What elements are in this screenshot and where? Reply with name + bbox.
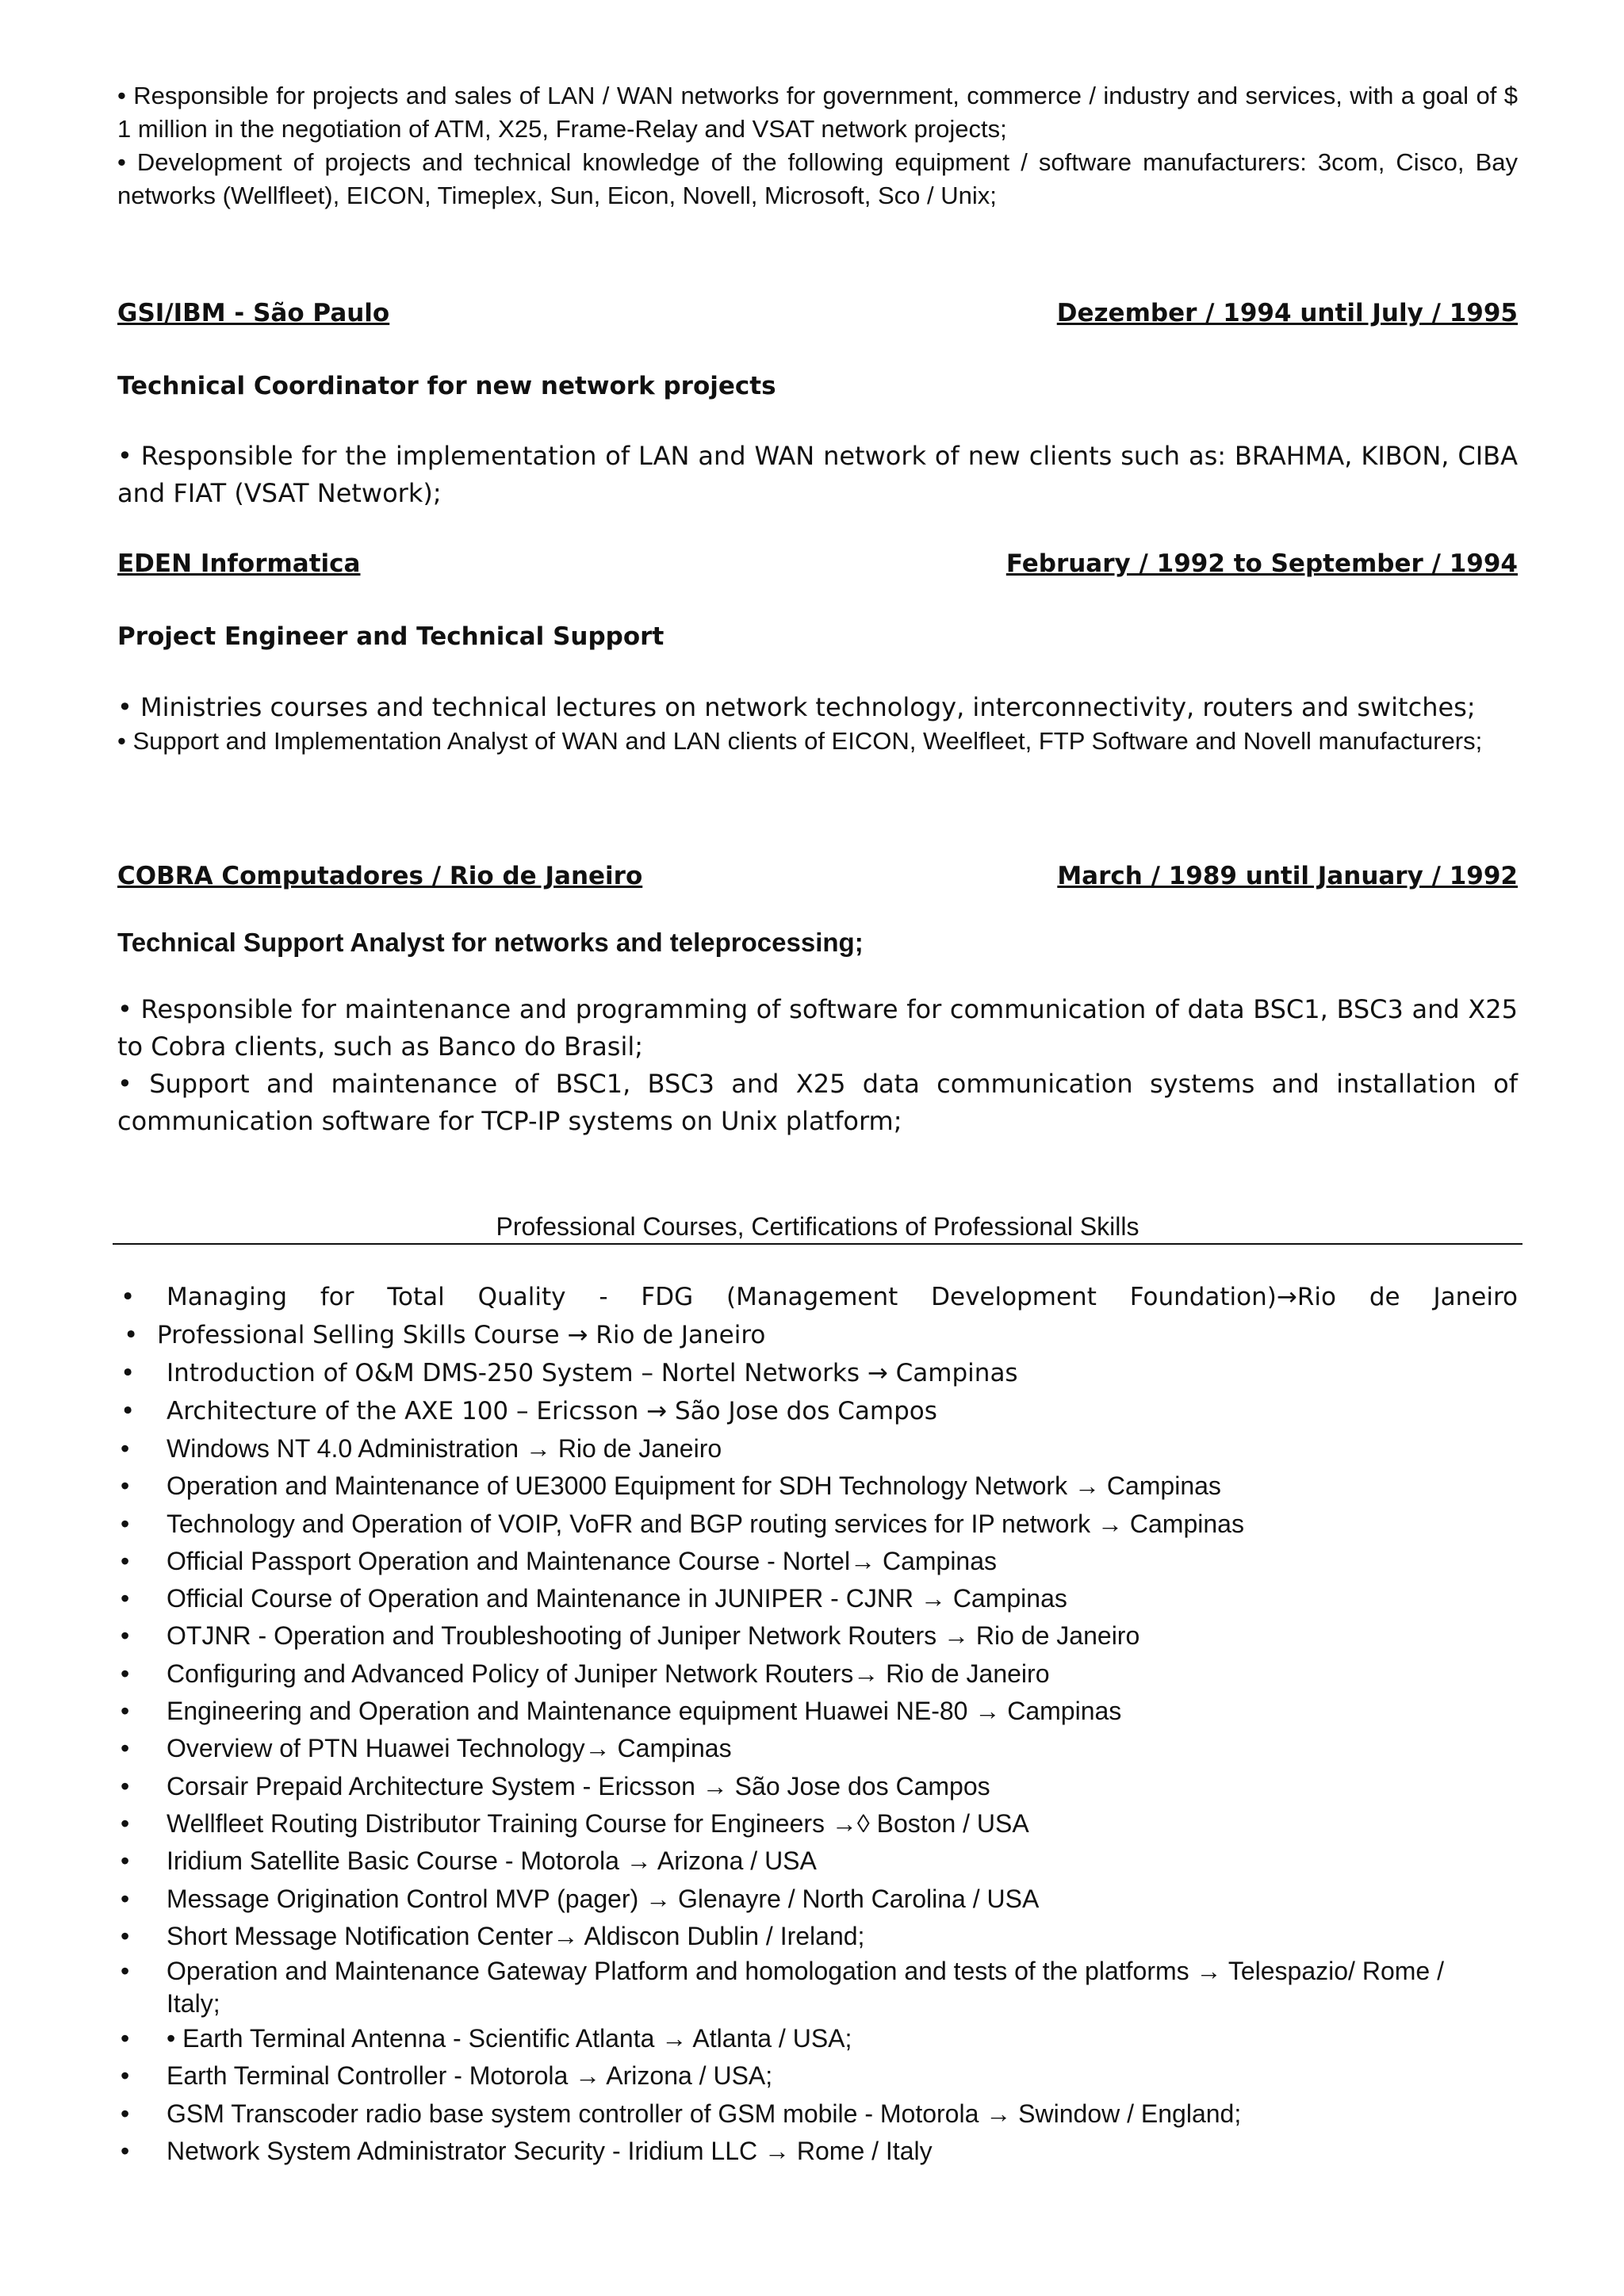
- job-role: Technical Coordinator for new network projects: [117, 372, 776, 400]
- resume-page: [117, 79, 1518, 2170]
- course-text: Technology and Operation of VOIP, VoFR and BGP routing services for IP network → Campinas: [167, 1509, 1244, 1538]
- list-item: [117, 1955, 1518, 2020]
- course-text: Overview of PTN Huawei Technology→ Campinas: [167, 1734, 732, 1763]
- list-item: [117, 1693, 1518, 1730]
- bullet-icon: •: [121, 1397, 136, 1425]
- job-bullet: • Responsible for the implementation of LAN and WAN network of new clients such as: BRAHMA, KIBON, CIBA and FIAT (VSAT Network);: [117, 441, 1518, 508]
- course-text: OTJNR - Operation and Troubleshooting of Juniper Network Routers → Rio de Janeiro: [167, 1621, 1140, 1651]
- list-item: [117, 1805, 1518, 1843]
- course-text: Windows NT 4.0 Administration → Rio de Janeiro: [167, 1434, 722, 1463]
- bullet-icon: •: [121, 1808, 130, 1838]
- bullet-icon: •: [121, 1734, 130, 1763]
- bullet-icon: •: [121, 1697, 130, 1726]
- course-text: Managing for Total Quality - FDG (Management Development Foundation)→Rio de Janeiro: [167, 1283, 1518, 1311]
- job-cobra: [117, 859, 1518, 1140]
- bullet-icon: •: [121, 1546, 130, 1575]
- list-item: [117, 1278, 1518, 1316]
- list-item: [117, 1617, 1518, 1655]
- job-dates: Dezember / 1994 until July / 1995: [1056, 299, 1518, 327]
- bullet-icon: •: [121, 1957, 130, 1986]
- intro-bullet: • Development of projects and technical knowledge of the following equipment / software manufacturers: 3com, Cisco, Bay networks (Wellfleet), EICON, Timeplex, Sun, Eicon, Novell, Microsoft, Sco / Unix;: [117, 148, 1518, 209]
- intro-section: [117, 79, 1518, 212]
- list-item: [117, 1580, 1518, 1617]
- course-text: Network System Administrator Security - Iridium LLC → Rome / Italy: [167, 2137, 933, 2166]
- list-item: [117, 2133, 1518, 2170]
- section-title: Professional Courses, Certifications of Professional Skills: [496, 1212, 1139, 1241]
- job-bullet: • Responsible for maintenance and programming of software for communication of data BSC1, BSC3 and X25 to Cobra clients, such as Banco do Brasil;: [117, 994, 1518, 1062]
- list-item: [117, 1392, 1518, 1430]
- list-item: [117, 1316, 1518, 1354]
- course-text: Message Origination Control MVP (pager) → Glenayre / North Carolina / USA: [167, 1884, 1040, 1913]
- job-dates: February / 1992 to September / 1994: [1005, 549, 1518, 578]
- bullet-icon: •: [121, 1359, 136, 1387]
- course-text: Introduction of O&M DMS-250 System – Nortel Networks → Campinas: [167, 1359, 1018, 1387]
- bullet-icon: •: [121, 1471, 130, 1501]
- course-text: • Earth Terminal Antenna - Scientific Atlanta → Atlanta / USA;: [167, 2024, 852, 2053]
- section-divider: [113, 1243, 1522, 1245]
- bullet-icon: •: [121, 1921, 130, 1950]
- course-text: Corsair Prepaid Architecture System - Ericsson → São Jose dos Campos: [167, 1771, 990, 1800]
- course-text: Architecture of the AXE 100 – Ericsson → São Jose dos Campos: [167, 1397, 937, 1425]
- list-item: [117, 1468, 1518, 1505]
- job-company: EDEN Informatica: [117, 549, 361, 578]
- list-item: [117, 1543, 1518, 1580]
- bullet-icon: •: [121, 1659, 130, 1688]
- bullet-icon: •: [124, 1321, 139, 1349]
- job-bullet: • Support and Implementation Analyst of WAN and LAN clients of EICON, Weelfleet, FTP Software and Novell manufacturers;: [117, 727, 1483, 755]
- courses-section: [117, 1210, 1518, 2170]
- course-text: Short Message Notification Center→ Aldiscon Dublin / Ireland;: [167, 1921, 865, 1950]
- job-company: GSI/IBM - São Paulo: [117, 299, 390, 327]
- list-item: [117, 1430, 1518, 1468]
- list-item: [117, 1730, 1518, 1767]
- list-item: [117, 1506, 1518, 1543]
- list-item: [117, 1881, 1518, 1918]
- list-item: [117, 1768, 1518, 1805]
- bullet-icon: •: [121, 2137, 130, 2166]
- list-item: [117, 2095, 1518, 2133]
- bullet-icon: •: [121, 1771, 130, 1800]
- bullet-icon: •: [121, 1509, 130, 1538]
- list-item: [117, 1918, 1518, 1955]
- list-item: [117, 2020, 1518, 2057]
- course-text: Earth Terminal Controller - Motorola → Arizona / USA;: [167, 2061, 773, 2091]
- job-header: [117, 297, 1518, 330]
- intro-bullet: • Responsible for projects and sales of LAN / WAN networks for government, commerce / industry and services, with a goal of $ 1 million in the negotiation of ATM, X25, Frame-Relay and VSAT network projects;: [117, 82, 1518, 143]
- job-company: COBRA Computadores / Rio de Janeiro: [117, 862, 643, 890]
- list-item: [117, 2057, 1518, 2095]
- course-text: Engineering and Operation and Maintenance equipment Huawei NE-80 → Campinas: [167, 1697, 1122, 1726]
- job-role: Technical Support Analyst for networks and teleprocessing;: [117, 928, 864, 957]
- course-text: Iridium Satellite Basic Course - Motorola → Arizona / USA: [167, 1846, 817, 1876]
- list-item: [117, 1843, 1518, 1880]
- list-item: [117, 1354, 1518, 1392]
- course-list: [117, 1278, 1518, 2170]
- job-bullet: • Support and maintenance of BSC1, BSC3 and X25 data communication systems and installation of communication software for TCP-IP systems on Unix platform;: [117, 1069, 1518, 1136]
- bullet-icon: •: [121, 2024, 130, 2053]
- course-text: Professional Selling Skills Course → Rio de Janeiro: [157, 1321, 766, 1349]
- bullet-icon: •: [121, 2061, 130, 2091]
- job-eden: [117, 547, 1518, 758]
- bullet-icon: •: [121, 1283, 136, 1311]
- bullet-icon: •: [121, 1884, 130, 1913]
- bullet-icon: •: [121, 1434, 130, 1463]
- course-text: Operation and Maintenance of UE3000 Equipment for SDH Technology Network → Campinas: [167, 1471, 1221, 1501]
- bullet-icon: •: [121, 1846, 130, 1876]
- bullet-icon: •: [121, 1584, 130, 1613]
- course-text: Configuring and Advanced Policy of Juniper Network Routers→ Rio de Janeiro: [167, 1659, 1050, 1688]
- list-item: [117, 1655, 1518, 1693]
- course-text: GSM Transcoder radio base system controller of GSM mobile - Motorola → Swindow / England;: [167, 2099, 1242, 2128]
- course-text: Wellfleet Routing Distributor Training Course for Engineers →◊ Boston / USA: [167, 1808, 1029, 1838]
- job-dates: March / 1989 until January / 1992: [1057, 862, 1518, 890]
- job-bullet: • Ministries courses and technical lectures on network technology, interconnectivity, routers and switches;: [117, 692, 1476, 722]
- course-text: Operation and Maintenance Gateway Platform and homologation and tests of the platforms → Telespazio/ Rome / Italy;: [167, 1957, 1444, 2019]
- job-gsi-ibm: [117, 297, 1518, 512]
- course-text: Official Passport Operation and Maintenance Course - Nortel→ Campinas: [167, 1546, 998, 1575]
- job-header: [117, 547, 1518, 580]
- bullet-icon: •: [121, 1621, 130, 1651]
- job-role: Project Engineer and Technical Support: [117, 622, 665, 651]
- job-header: [117, 859, 1518, 893]
- course-text: Official Course of Operation and Maintenance in JUNIPER - CJNR → Campinas: [167, 1584, 1067, 1613]
- bullet-icon: •: [121, 2099, 130, 2128]
